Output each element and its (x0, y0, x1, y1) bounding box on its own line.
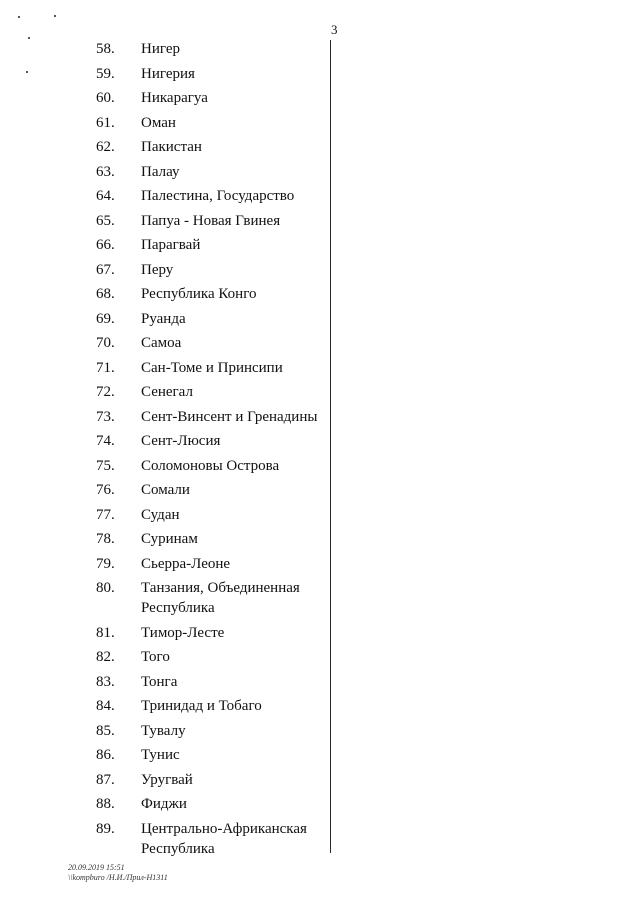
scan-speck (18, 16, 20, 18)
column-divider-line (330, 40, 331, 853)
item-number: 87. (96, 771, 115, 788)
country-name: Фиджи (141, 796, 187, 812)
list-item (90, 721, 326, 741)
list-item (90, 211, 326, 231)
list-item (90, 88, 326, 108)
country-name: Самоа (141, 335, 182, 351)
list-item (90, 623, 326, 643)
country-name: Тонга (141, 673, 178, 690)
list-item (90, 480, 326, 500)
item-number: 88. (96, 796, 115, 812)
country-name: Сомали (141, 482, 190, 498)
list-item (90, 260, 326, 280)
list-item (90, 456, 326, 476)
list-item (90, 647, 326, 667)
item-number: 74. (96, 433, 115, 449)
country-name: Республика Конго (141, 286, 257, 302)
list-item (90, 162, 326, 182)
item-number: 80. (96, 580, 115, 596)
item-number: 65. (96, 212, 115, 229)
country-name: Тимор-Лесте (141, 624, 225, 641)
country-name: Папуа - Новая Гвинея (141, 212, 281, 229)
list-item (90, 186, 326, 206)
country-name: Уругвай (141, 771, 193, 788)
item-number: 79. (96, 555, 115, 572)
item-number: 68. (96, 286, 115, 302)
item-number: 71. (96, 359, 115, 376)
list-item (90, 696, 326, 716)
page-number: 3 (331, 22, 338, 37)
list-item (90, 794, 326, 814)
list-item (90, 382, 326, 402)
item-number: 84. (96, 698, 115, 714)
scan-speck (54, 15, 56, 17)
scan-speck (26, 71, 28, 73)
list-item (90, 333, 326, 353)
country-name: Нигер (141, 41, 180, 57)
item-number: 82. (96, 649, 115, 665)
country-name: Сенегал (141, 384, 193, 400)
item-number: 63. (96, 163, 115, 180)
list-item (90, 554, 326, 574)
country-name: Соломоновы Острова (141, 457, 280, 474)
list-item (90, 505, 326, 525)
item-number: 70. (96, 335, 115, 351)
item-number: 86. (96, 747, 115, 763)
item-number: 83. (96, 673, 115, 690)
country-name: Тринидад и Тобаго (141, 698, 262, 714)
item-number: 69. (96, 310, 115, 327)
country-name: Сент-Люсия (141, 433, 221, 449)
country-name: Сьерра-Леоне (141, 555, 231, 572)
list-item (90, 137, 326, 157)
country-name: Руанда (141, 310, 186, 327)
list-item (90, 407, 326, 427)
scan-speck (28, 37, 30, 39)
country-list (90, 39, 326, 863)
country-name: Никарагуа (141, 90, 208, 106)
item-number: 89. (96, 820, 115, 837)
country-name: Палестина, Государство (141, 188, 295, 204)
country-name: Суринам (141, 531, 198, 547)
country-name: Судан (141, 506, 180, 523)
list-item (90, 672, 326, 692)
list-item (90, 284, 326, 304)
list-item (90, 309, 326, 329)
country-name: Сент-Винсент и Гренадины (141, 408, 318, 425)
country-name: Перу (141, 261, 174, 278)
item-number: 77. (96, 506, 115, 523)
list-item (90, 358, 326, 378)
list-item (90, 39, 326, 59)
list-item (90, 578, 326, 618)
item-number: 58. (96, 41, 115, 57)
list-item (90, 529, 326, 549)
list-item (90, 235, 326, 255)
item-number: 72. (96, 384, 115, 400)
item-number: 73. (96, 408, 115, 425)
country-name: Тунис (141, 747, 180, 763)
list-item (90, 431, 326, 451)
country-name: Парагвай (141, 237, 201, 253)
item-number: 67. (96, 261, 115, 278)
country-name: Палау (141, 163, 180, 180)
list-item (90, 64, 326, 84)
list-item (90, 745, 326, 765)
country-name: Пакистан (141, 139, 202, 155)
list-item (90, 113, 326, 133)
country-name: Центрально-Африканская Республика (141, 820, 307, 857)
country-name: Нигерия (141, 65, 195, 82)
country-name: Тувалу (141, 722, 186, 739)
item-number: 66. (96, 237, 115, 253)
footer-timestamp: 20.09.2019 15:51 (68, 863, 125, 872)
item-number: 75. (96, 457, 115, 474)
item-number: 85. (96, 722, 115, 739)
list-item (90, 770, 326, 790)
item-number: 76. (96, 482, 115, 498)
country-name: Того (141, 649, 170, 665)
item-number: 64. (96, 188, 115, 204)
country-name: Сан-Томе и Принсипи (141, 359, 283, 376)
item-number: 61. (96, 114, 115, 131)
footer (68, 863, 168, 883)
country-name: Оман (141, 114, 176, 131)
country-name: Танзания, Объединенная Республика (141, 580, 300, 616)
item-number: 62. (96, 139, 115, 155)
footer-file-path: \\kompburo /Н.И./Прил-Н1311 (68, 873, 168, 882)
item-number: 60. (96, 90, 115, 106)
item-number: 59. (96, 65, 115, 82)
item-number: 78. (96, 531, 115, 547)
item-number: 81. (96, 624, 115, 641)
list-item (90, 819, 326, 859)
